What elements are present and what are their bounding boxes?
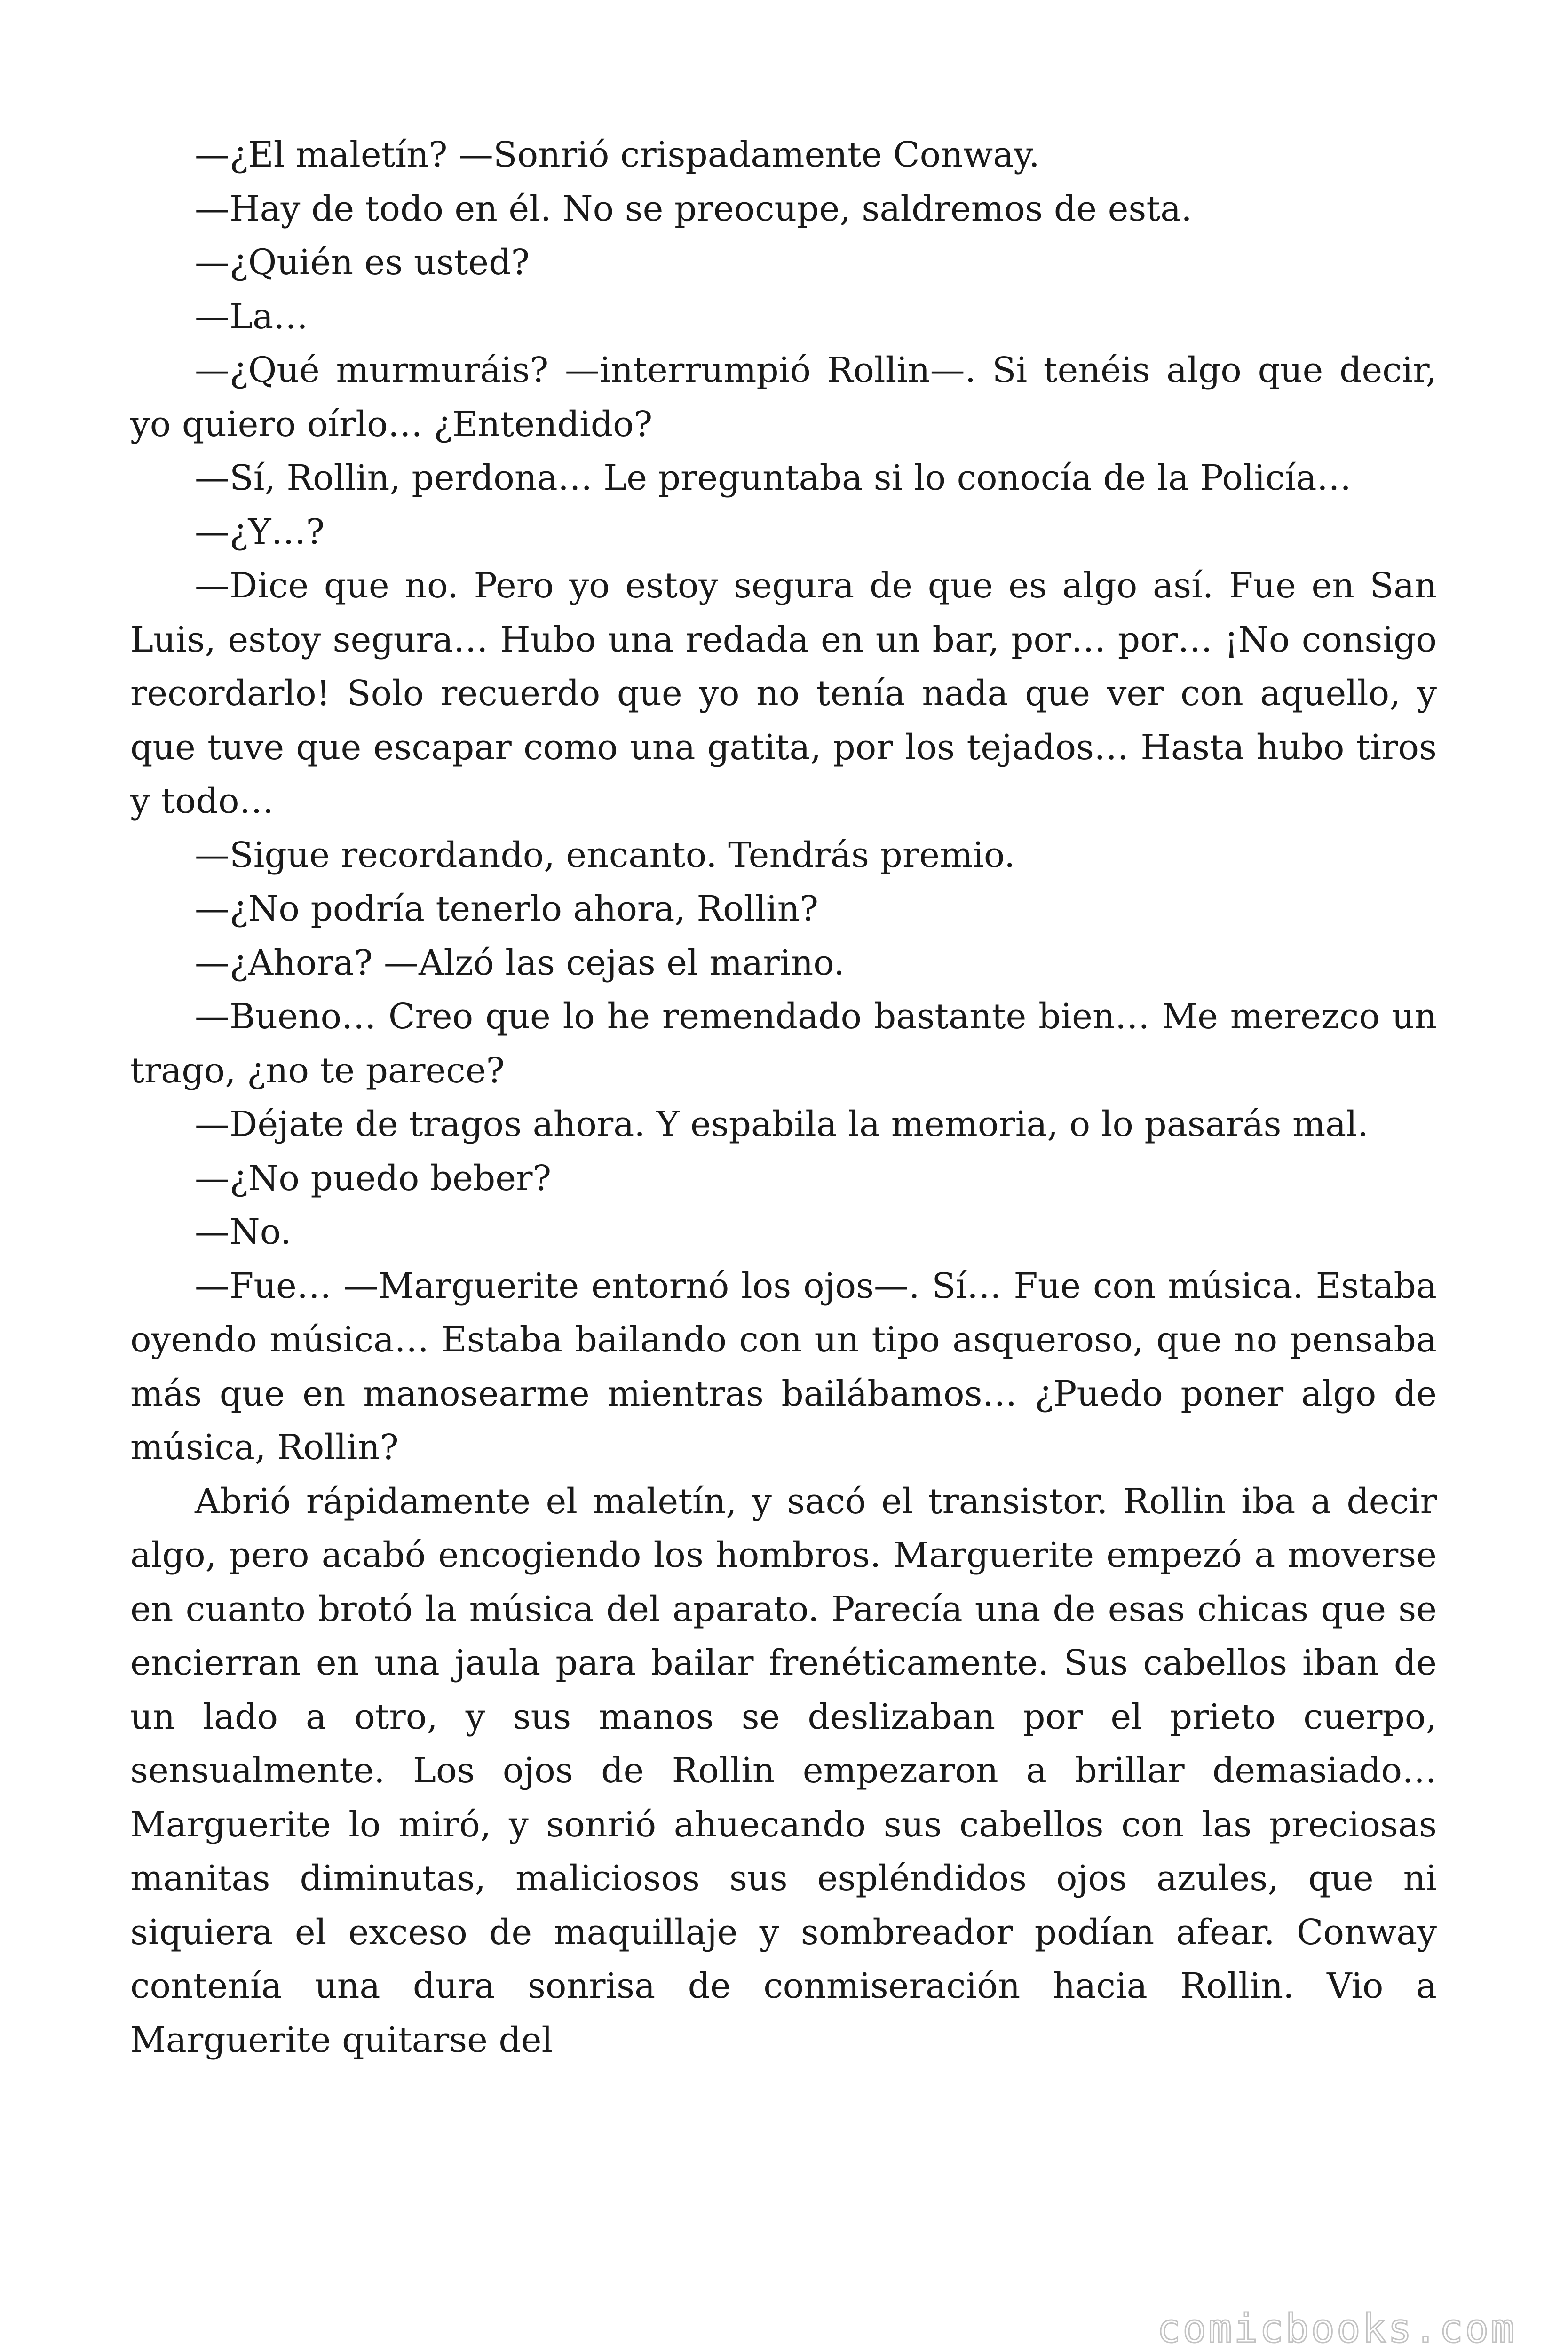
paragraph: —¿Qué murmuráis? —interrumpió Rollin—. Si tenéis algo que decir, yo quiero oírlo… ¿Entendido?: [130, 350, 1437, 445]
paragraph: Abrió rápidamente el maletín, y sacó el transistor. Rollin iba a decir algo, pero acabó encogiendo los hombros. Marguerite empezó a moverse en cuanto brotó la música del aparato. Parecía una de esas chicas que se encierran en una jaula para bailar frenéticamente. Sus cabellos iban de un lado a otro, y sus manos se deslizaban por el prieto cuerpo, sensualmente. Los ojos de Rollin empezaron a brillar demasiado… Marguerite lo miró, y sonrió ahuecando sus cabellos con las preciosas manitas diminutas, maliciosos sus espléndidos ojos azules, que ni siquiera el exceso de maquillaje y sombreador podían afear. Conway contenía una dura sonrisa de conmiseración hacia Rollin. Vio a Marguerite quitarse del: [130, 1481, 1437, 2060]
page-text: [130, 128, 1437, 2067]
paragraph: —¿Ahora? —Alzó las cejas el marino.: [195, 942, 845, 983]
paragraph: —¿No podría tenerlo ahora, Rollin?: [195, 889, 819, 929]
paragraph: —Bueno… Creo que lo he remendado bastante bien… Me merezco un trago, ¿no te parece?: [130, 996, 1437, 1091]
paragraph: —¿Quién es usted?: [195, 242, 530, 283]
paragraph: —Fue… —Marguerite entornó los ojos—. Sí… Fue con música. Estaba oyendo música… Estaba bailando con un tipo asqueroso, que no pensaba más que en manosearme mientras bailábamos… ¿Puedo poner algo de música, Rollin?: [130, 1265, 1437, 1468]
paragraph: —Déjate de tragos ahora. Y espabila la memoria, o lo pasarás mal.: [195, 1104, 1369, 1144]
paragraph: —No.: [195, 1212, 292, 1252]
paragraph: —La…: [195, 296, 309, 337]
paragraph: —Sigue recordando, encanto. Tendrás premio.: [195, 834, 1015, 875]
watermark: comicbooks.com: [1156, 2305, 1516, 2352]
paragraph: —Sí, Rollin, perdona… Le preguntaba si lo conocía de la Policía…: [195, 458, 1352, 498]
paragraph: —Hay de todo en él. No se preocupe, saldremos de esta.: [195, 188, 1192, 229]
paragraph: —Dice que no. Pero yo estoy segura de que es algo así. Fue en San Luis, estoy segura… Hubo una redada en un bar, por… por… ¡No consigo recordarlo! Solo recuerdo que yo no tenía nada que ver con aquello, y que tuve que escapar como una gatita, por los tejados… Hasta hubo tiros y todo…: [130, 565, 1437, 821]
paragraph: —¿No puedo beber?: [195, 1158, 552, 1199]
paragraph: —¿El maletín? —Sonrió crispadamente Conway.: [195, 135, 1040, 175]
paragraph: —¿Y…?: [195, 511, 325, 552]
